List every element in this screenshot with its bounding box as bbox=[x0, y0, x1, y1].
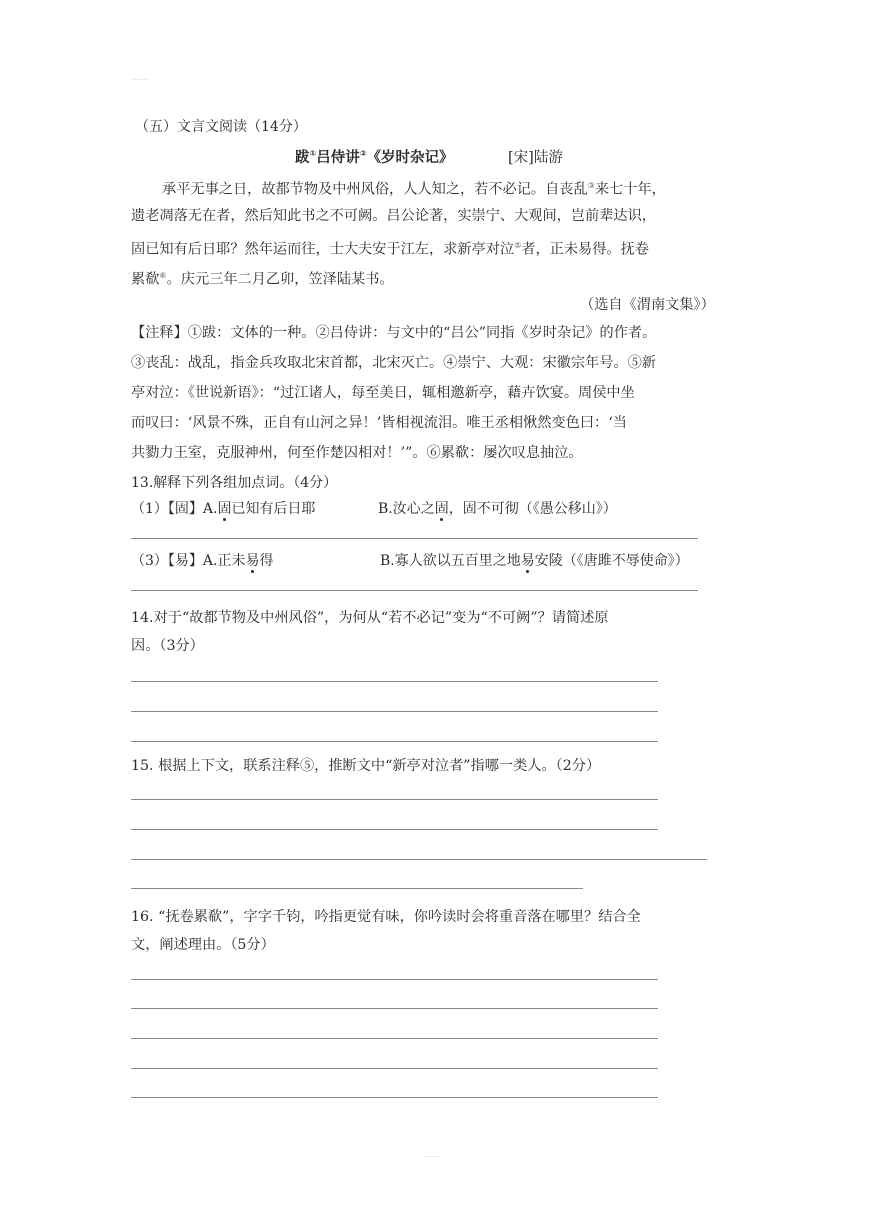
passage-line-1-text: 承平无事之日，故都节物及中州风俗，人人知之，若不必记。自丧乱 bbox=[162, 181, 588, 198]
q15-answer-line-2[interactable] bbox=[131, 829, 658, 830]
passage-line-4-text-a: 累欷 bbox=[131, 271, 160, 288]
q13-item3-label: （3）【易】A.正未 bbox=[131, 553, 246, 569]
q13-item3-dotted-word: 易 bbox=[245, 553, 260, 569]
passage-line-1 bbox=[162, 171, 666, 205]
footnote-marker-6: ⑥ bbox=[159, 271, 167, 280]
q13-stem: 13.解释下列各组加点词。（4分） bbox=[131, 475, 338, 491]
q15-answer-line-3[interactable] bbox=[131, 859, 707, 860]
q13-item1-b-label: B.汝心之 bbox=[378, 501, 435, 517]
q13-item3-b-dotted-word: 易 bbox=[520, 553, 535, 569]
q13-item1-b bbox=[378, 498, 617, 518]
notes-line-1: 【注释】①跋：文体的一种。②吕侍讲：与文中的“吕公”同指《岁时杂记》的作者。 bbox=[131, 325, 657, 341]
q13-item3-b-label: B.寡人欲以五百里之地 bbox=[380, 553, 521, 569]
q13-item3-answer-line[interactable] bbox=[131, 590, 698, 591]
q14-stem-line-1: 14.对于“故都节物及中州风俗”，为何从“若不必记”变为“不可阙”？请简述原 bbox=[131, 610, 609, 626]
notes-line-3: 亭对泣：《世说新语》：“过江诸人，每至美日，辄相邀新亭，藉卉饮宴。周侯中坐 bbox=[131, 385, 635, 401]
q14-answer-line-2[interactable] bbox=[131, 711, 658, 712]
bottom-scan-mark bbox=[426, 1156, 442, 1157]
q13-item3-a bbox=[131, 550, 273, 570]
q14-answer-line-3[interactable] bbox=[131, 741, 658, 742]
notes-line-5: 共勠力王室，克服神州，何至作楚囚相对！’”。⑥累欷：屡次叹息抽泣。 bbox=[131, 445, 583, 461]
passage-line-4-text-b: 。庆元三年二月乙卯，笠泽陆某书。 bbox=[166, 271, 394, 288]
q15-answer-line-4[interactable] bbox=[131, 888, 583, 889]
passage-line-4 bbox=[131, 261, 394, 295]
q13-item1-a bbox=[131, 498, 315, 518]
title-part3: 《岁时杂记》 bbox=[366, 150, 454, 166]
notes-line-4: 而叹曰：‘风景不殊，正自有山河之异！’皆相视流泪。唯王丞相愀然变色曰：‘当 bbox=[131, 415, 627, 431]
footnote-marker-5: ⑤ bbox=[514, 241, 522, 250]
footnote-marker-1: ① bbox=[309, 149, 317, 159]
section-header: （五）文言文阅读（14分） bbox=[135, 119, 307, 135]
passage-line-3 bbox=[131, 231, 649, 265]
q16-answer-line-1[interactable] bbox=[131, 979, 658, 980]
passage-author: [宋]陆游 bbox=[508, 150, 563, 166]
passage-line-3-text-b: 者，正未易得。抚卷 bbox=[521, 241, 649, 258]
passage-line-2: 遗老凋落无在者，然后知此书之不可阙。吕公论著，实崇宁、大观间，岂前辈达识， bbox=[131, 208, 656, 224]
passage-source: （选自《渭南文集》） bbox=[580, 297, 715, 313]
q14-stem-line-2: 因。（3分） bbox=[131, 638, 204, 654]
q13-item1-label: （1）【固】A. bbox=[131, 501, 218, 517]
q13-item1-dotted-word: 固 bbox=[217, 501, 232, 517]
q16-answer-line-2[interactable] bbox=[131, 1008, 658, 1009]
q16-answer-line-3[interactable] bbox=[131, 1038, 658, 1039]
q13-item1-b-dotted-word: 固 bbox=[434, 501, 449, 517]
q13-item1-a-rest: 已知有后日耶 bbox=[231, 501, 316, 517]
title-part1: 跋 bbox=[295, 150, 310, 166]
q16-stem-line-1: 16. “抚卷累欷”，字字千钧，吟指更觉有味，你吟读时会将重音落在哪里？结合全 bbox=[131, 909, 641, 925]
title-part2: 吕侍讲 bbox=[316, 150, 360, 166]
q16-answer-line-5[interactable] bbox=[131, 1097, 658, 1098]
q13-item3-a-rest: 得 bbox=[259, 553, 274, 569]
q16-answer-line-4[interactable] bbox=[131, 1068, 658, 1069]
q13-item3-b bbox=[380, 550, 689, 570]
passage-line-3-text: 固已知有后日耶？然年运而往，士大夫安于江左，求新亭对泣 bbox=[131, 241, 515, 258]
q14-answer-line-1[interactable] bbox=[131, 681, 658, 682]
top-scan-mark bbox=[131, 79, 149, 80]
footnote-marker-2: ② bbox=[359, 149, 367, 159]
q15-answer-line-1[interactable] bbox=[131, 799, 658, 800]
q13-item3-b-rest: 安陵（《唐雎不辱使命》） bbox=[534, 553, 689, 569]
q13-item1-answer-line[interactable] bbox=[131, 538, 698, 539]
notes-line-2: ③丧乱：战乱，指金兵攻取北宋首都，北宋灭亡。④崇宁、大观：宋徽宗年号。⑤新 bbox=[131, 355, 656, 371]
q13-item1-b-rest: ，固不可彻（《愚公移山》） bbox=[448, 501, 617, 517]
passage-title bbox=[295, 146, 454, 167]
passage-line-1-text-b: 来七十年， bbox=[594, 181, 666, 198]
footnote-marker-3: ③ bbox=[587, 181, 595, 190]
q15-stem: 15. 根据上下文，联系注释⑤，推断文中“新亭对泣者”指哪一类人。（2分） bbox=[131, 758, 601, 774]
q16-stem-line-2: 文，阐述理由。（5分） bbox=[131, 937, 275, 953]
